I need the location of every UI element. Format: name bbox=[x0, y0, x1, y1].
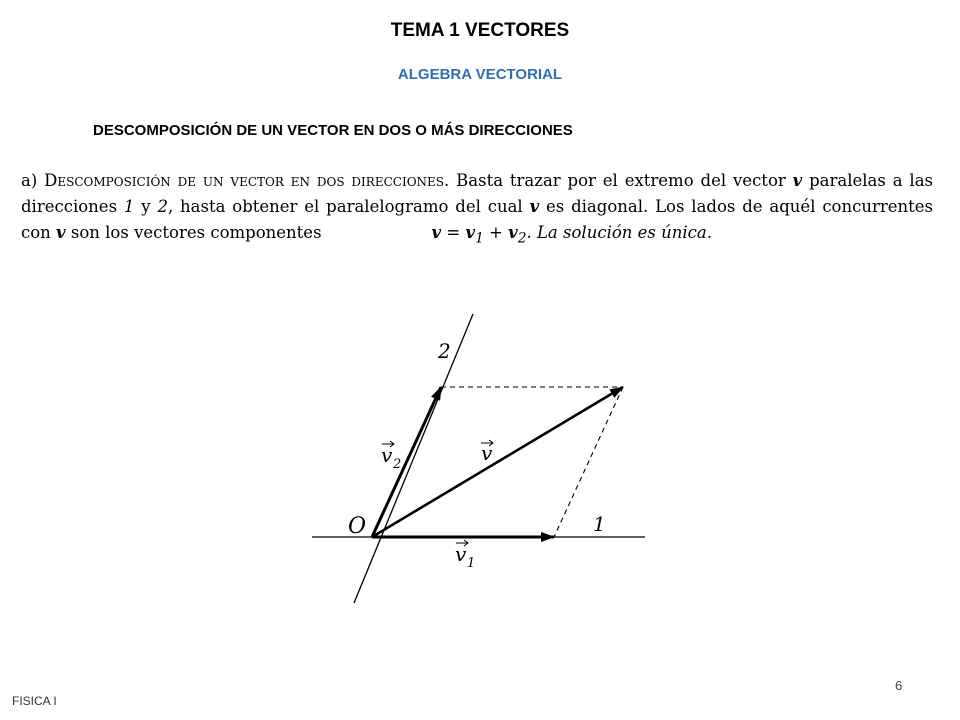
slide-title: TEMA 1 VECTORES bbox=[390, 20, 570, 41]
equation-v: v bbox=[431, 223, 442, 242]
vector-v: v bbox=[792, 171, 803, 190]
label-v2-sub: 2 bbox=[393, 457, 402, 472]
label-vector-v1 bbox=[455, 540, 475, 571]
direction-1: 1 bbox=[123, 197, 135, 216]
section-heading: DESCOMPOSICIÓN DE UN VECTOR EN DOS O MÁS DIRECCIONES bbox=[93, 122, 573, 139]
label-v1-letter: v bbox=[455, 542, 467, 566]
equation-sub-1: 1 bbox=[475, 230, 484, 247]
vector-v-arrow bbox=[372, 387, 623, 537]
label-direction-1: 1 bbox=[593, 512, 606, 536]
direction-2: 2 bbox=[157, 197, 168, 216]
label-v2-letter: v bbox=[381, 443, 393, 467]
equation-v2: v bbox=[508, 223, 518, 242]
figure-svg bbox=[290, 300, 660, 610]
vector-v: v bbox=[56, 223, 66, 242]
paragraph-y: y bbox=[134, 197, 158, 216]
equation-v1: v bbox=[465, 223, 476, 242]
equation-equals: = bbox=[441, 223, 466, 242]
label-vector-v bbox=[481, 440, 493, 465]
vector-v: v bbox=[529, 197, 540, 216]
label-vector-v2 bbox=[381, 441, 401, 472]
paragraph-conclusion: La solución es única. bbox=[531, 223, 712, 242]
paragraph-text-4: es diagonal. Los lados de aquél concurrentes con bbox=[21, 197, 934, 242]
equation-sub-2: 2 bbox=[517, 230, 527, 247]
paragraph-smallcaps-title: Descomposición de un vector en dos direcciones. bbox=[44, 171, 450, 190]
label-v-letter: v bbox=[481, 441, 493, 465]
paragraph-marker: a) bbox=[21, 171, 38, 190]
vector-decomposition-figure bbox=[290, 300, 660, 610]
paragraph-text-2: paralelas a las direcciones bbox=[21, 171, 934, 216]
label-v1-sub: 1 bbox=[467, 556, 476, 571]
slide-subtitle: ALGEBRA VECTORIAL bbox=[397, 66, 563, 83]
body-paragraph bbox=[21, 168, 933, 251]
label-origin: O bbox=[348, 514, 367, 539]
equation-plus: + bbox=[483, 223, 509, 242]
equation-period: . bbox=[526, 223, 532, 242]
footer-course-label: FISICA I bbox=[12, 694, 57, 708]
paragraph-text-5: son los vectores componentes bbox=[65, 223, 322, 242]
paragraph-text-3: , hasta obtener el paralelogramo del cual bbox=[167, 197, 530, 216]
label-direction-2: 2 bbox=[438, 339, 451, 363]
paragraph-text-1: Basta trazar por el extremo del vector bbox=[449, 171, 793, 190]
page-number: 6 bbox=[895, 678, 903, 693]
dashed-parallel-right bbox=[554, 387, 623, 537]
